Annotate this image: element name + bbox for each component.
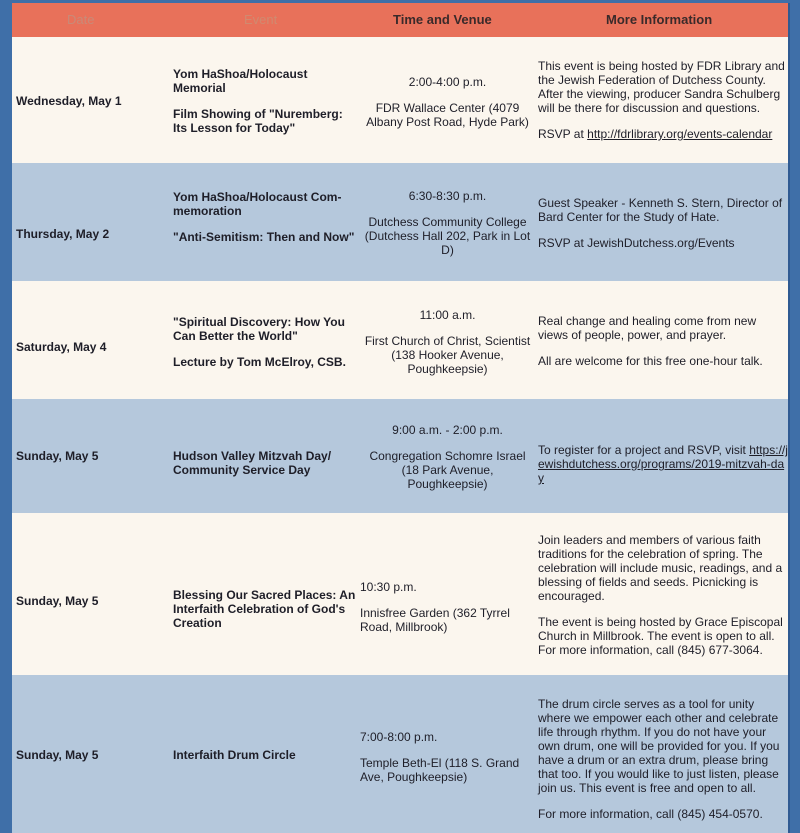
info-text-secondary: For more information, call (845) 454-0570. bbox=[538, 807, 763, 821]
info-text: To register for a project and RSVP, visit bbox=[538, 443, 750, 457]
event-venue: Congregation Schomre Israel (18 Park Avenue, Poughkeepsie) bbox=[369, 449, 526, 491]
table-row bbox=[12, 513, 788, 675]
table-row bbox=[12, 163, 788, 281]
event-title bbox=[173, 748, 358, 762]
event-venue: First Church of Christ, Scientist (138 Hooker Avenue, Poughkeepsie) bbox=[364, 334, 531, 376]
event-title-line: "Spiritual Discovery: How You Can Better the World" bbox=[173, 315, 345, 343]
header-event: Event bbox=[244, 12, 278, 27]
event-date: Sunday, May 5 bbox=[16, 748, 99, 762]
event-title-line: Hudson Valley Mitzvah Day/ Community Service Day bbox=[173, 449, 332, 477]
info-text: This event is being hosted by FDR Library and the Jewish Federation of Dutchess County. After the viewing, producer Sandra Schulberg will be there for discussion and questions. bbox=[538, 59, 785, 115]
event-subtitle-line: Lecture by Tom McElroy, CSB. bbox=[173, 355, 346, 369]
event-title bbox=[173, 190, 358, 244]
event-time: 10:30 p.m. bbox=[360, 580, 417, 594]
info-rsvp bbox=[538, 127, 788, 141]
info-text: The drum circle serves as a tool for unity where we empower each other and celebrate life through rhythm. If you do not have your own drum, one will be provided for you. If you have a drum or an extra drum, please bring that too. If you would like to just listen, please join us. This event is free and open to all. bbox=[538, 697, 780, 795]
event-date: Sunday, May 5 bbox=[16, 594, 99, 608]
mitzvah-day-link[interactable]: https://jewishdutchess.org/programs/2019-mitzvah-day bbox=[538, 443, 788, 485]
time-venue bbox=[360, 423, 535, 491]
rsvp-prefix: RSVP at bbox=[538, 127, 588, 141]
more-info bbox=[538, 533, 788, 657]
event-title-line: Yom HaShoa/Holocaust Memorial bbox=[173, 67, 308, 95]
event-time: 9:00 a.m. - 2:00 p.m. bbox=[392, 423, 503, 437]
table-row bbox=[12, 281, 788, 399]
rsvp-link[interactable]: http://fdrlibrary.org/events-calendar bbox=[587, 127, 773, 141]
event-title-line: Yom HaShoa/Holocaust Com-memoration bbox=[173, 190, 342, 218]
info-text: Real change and healing come from new views of people, power, and prayer. bbox=[538, 314, 757, 342]
more-info bbox=[538, 59, 788, 141]
time-venue bbox=[360, 730, 535, 784]
more-info bbox=[538, 314, 788, 368]
table-row bbox=[12, 675, 788, 833]
info-text: Join leaders and members of various faith traditions for the celebration of spring. The celebration will include music, readings, and a blessing of fields and seeds. Picnicking is encouraged. bbox=[538, 533, 783, 603]
info-text: Guest Speaker - Kenneth S. Stern, Director of Bard Center for the Study of Hate. bbox=[538, 196, 783, 224]
event-time: 6:30-8:30 p.m. bbox=[408, 189, 487, 203]
event-date: Sunday, May 5 bbox=[16, 449, 99, 463]
event-title bbox=[173, 588, 358, 630]
event-date: Saturday, May 4 bbox=[16, 340, 107, 354]
event-venue: FDR Wallace Center (4079 Albany Post Road, Hyde Park) bbox=[366, 101, 529, 129]
header-time-venue: Time and Venue bbox=[393, 12, 492, 27]
info-text-secondary: All are welcome for this free one-hour talk. bbox=[538, 354, 763, 368]
time-venue bbox=[360, 580, 535, 634]
event-venue: Temple Beth-El (118 S. Grand Ave, Poughkeepsie) bbox=[360, 756, 520, 784]
more-info bbox=[538, 697, 788, 821]
table-header bbox=[12, 3, 788, 37]
event-time: 2:00-4:00 p.m. bbox=[408, 75, 487, 89]
header-date: Date bbox=[67, 12, 95, 27]
event-subtitle-line: "Anti-Semitism: Then and Now" bbox=[173, 230, 355, 244]
event-subtitle-line: Film Showing of "Nuremberg: Its Lesson for Today" bbox=[173, 107, 343, 135]
event-flyer bbox=[12, 3, 788, 833]
event-venue: Dutchess Community College (Dutchess Hall 202, Park in Lot D) bbox=[364, 215, 531, 257]
event-title-line: Interfaith Drum Circle bbox=[173, 748, 296, 762]
event-time: 7:00-8:00 p.m. bbox=[360, 730, 438, 744]
time-venue bbox=[360, 189, 535, 257]
event-title bbox=[173, 315, 358, 369]
more-info bbox=[538, 196, 788, 250]
event-title bbox=[173, 67, 358, 135]
event-title-line: Blessing Our Sacred Places: An Interfaith Celebration of God's Creation bbox=[173, 588, 356, 630]
info-rsvp: RSVP at JewishDutchess.org/Events bbox=[538, 236, 735, 250]
event-date: Wednesday, May 1 bbox=[16, 94, 122, 108]
event-date: Thursday, May 2 bbox=[16, 227, 110, 241]
event-title bbox=[173, 449, 358, 477]
event-venue: Innisfree Garden (362 Tyrrel Road, Millbrook) bbox=[360, 606, 510, 634]
more-info bbox=[538, 443, 788, 485]
header-more-information: More Information bbox=[606, 12, 713, 27]
time-venue bbox=[360, 308, 535, 376]
info-text-secondary: The event is being hosted by Grace Episcopal Church in Millbrook. The event is open to all. For more information, call (845) 677-3064. bbox=[538, 615, 783, 657]
table-row bbox=[12, 399, 788, 513]
event-time: 11:00 a.m. bbox=[419, 308, 476, 322]
table-row bbox=[12, 37, 788, 163]
time-venue bbox=[360, 75, 535, 129]
